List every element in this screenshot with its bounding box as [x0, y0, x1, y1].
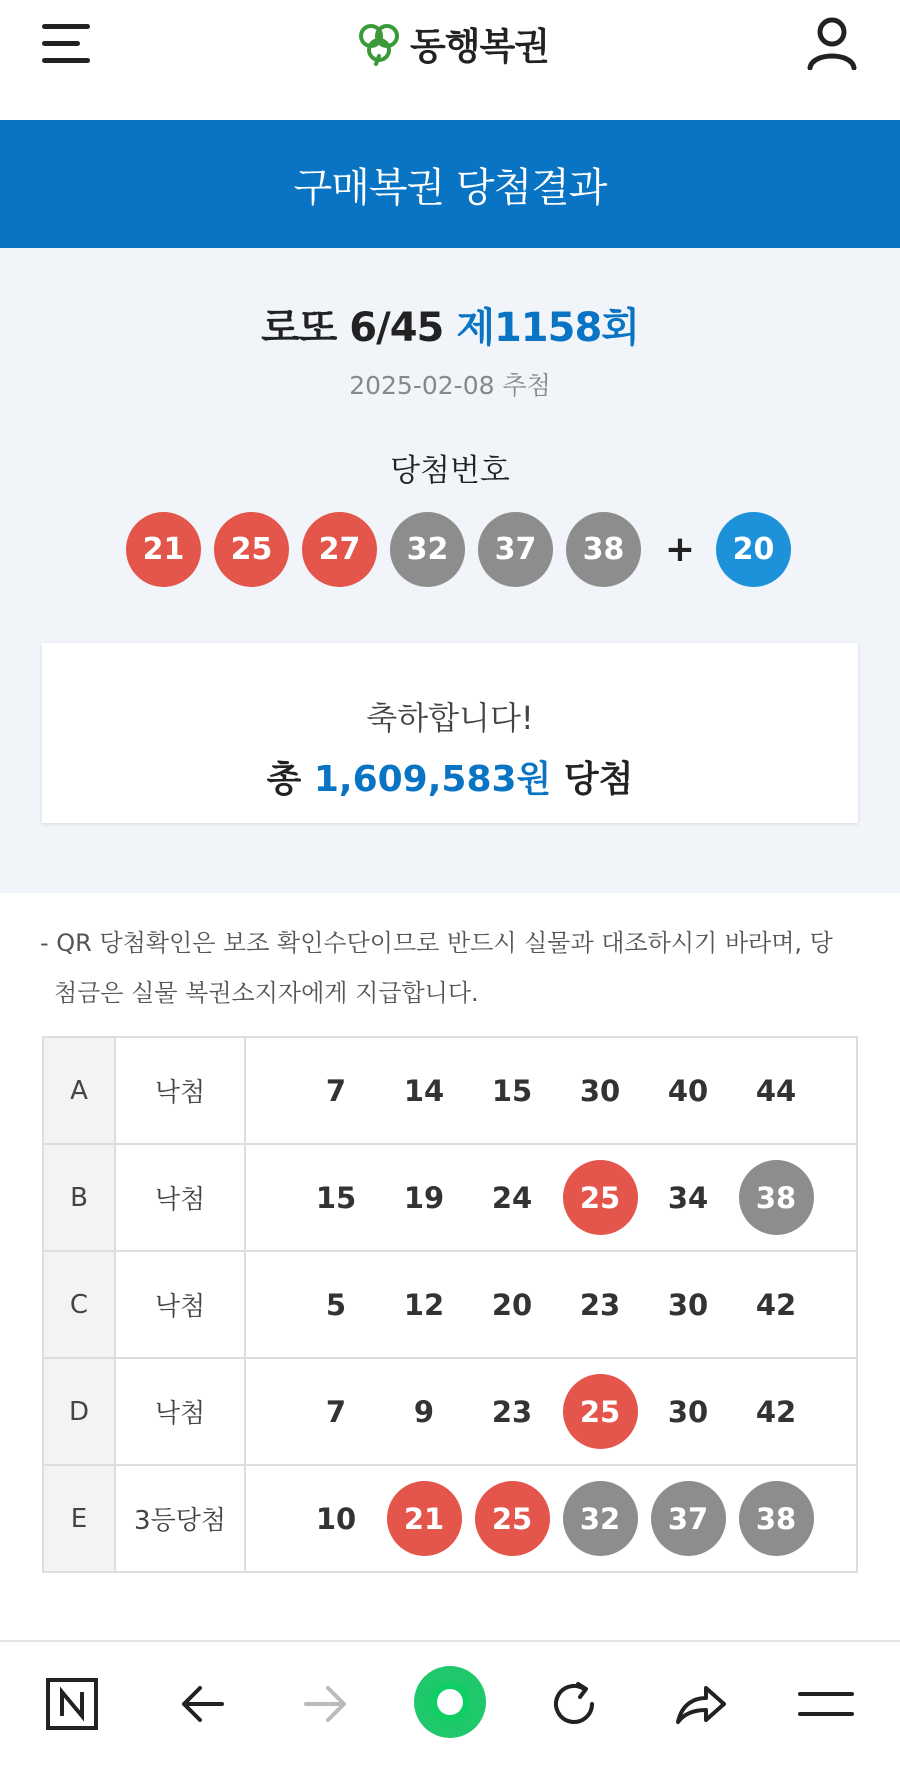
game-title [0, 296, 900, 353]
winning-number-ball: 21 [126, 512, 201, 587]
ticket-number-cell [556, 1160, 644, 1235]
winning-numbers [126, 512, 804, 587]
plus-sign: + [664, 529, 696, 570]
ticket-number: 10 [315, 1501, 357, 1536]
ticket-number: 15 [491, 1073, 533, 1108]
ticket-status: 3등당첨 [115, 1465, 245, 1572]
ticket-number-cell [380, 1481, 468, 1556]
total-prefix: 총 [266, 759, 302, 800]
notice-line: - QR 당첨확인은 보조 확인수단이므로 반드시 실물과 대조하시기 바라며, 당 [40, 929, 833, 957]
congratulations-text: 축하합니다! [366, 699, 534, 737]
ticket-number: 34 [667, 1180, 709, 1215]
matched-number-ball: 25 [563, 1374, 638, 1449]
ticket-number: 12 [403, 1287, 445, 1322]
ticket-row [43, 1037, 857, 1144]
winning-number-ball: 27 [302, 512, 377, 587]
site-logo[interactable] [356, 18, 549, 68]
ticket-number: 40 [667, 1073, 709, 1108]
ticket-row [43, 1144, 857, 1251]
ticket-number-cell [732, 1160, 820, 1235]
back-arrow-icon[interactable] [172, 1674, 232, 1734]
matched-number-ball: 25 [475, 1481, 550, 1556]
ticket-row [43, 1465, 857, 1572]
ticket-results-table [42, 1036, 858, 1573]
share-icon[interactable] [670, 1674, 730, 1734]
page-title-bar [0, 120, 900, 248]
ticket-number: 9 [413, 1394, 435, 1429]
ticket-number-cell [644, 1481, 732, 1556]
top-header [0, 0, 900, 120]
ticket-number: 23 [491, 1394, 533, 1429]
ticket-number: 30 [667, 1287, 709, 1322]
ticket-game-label: E [43, 1465, 115, 1572]
draw-result-section [0, 248, 900, 893]
ticket-numbers [245, 1037, 857, 1144]
ticket-numbers [245, 1358, 857, 1465]
ticket-number: 5 [325, 1287, 347, 1322]
ticket-numbers [245, 1465, 857, 1572]
ticket-game-label: C [43, 1251, 115, 1358]
ticket-status: 낙첨 [115, 1358, 245, 1465]
matched-number-ball: 37 [651, 1481, 726, 1556]
ticket-number: 14 [403, 1073, 445, 1108]
naver-home-icon[interactable] [42, 1674, 102, 1734]
ticket-game-label: D [43, 1358, 115, 1465]
ticket-number: 7 [325, 1073, 347, 1108]
ticket-number: 24 [491, 1180, 533, 1215]
matched-number-ball: 38 [739, 1160, 814, 1235]
ticket-number-cell [732, 1481, 820, 1556]
qr-notice [40, 918, 862, 1018]
winning-number-ball: 32 [390, 512, 465, 587]
matched-number-ball: 32 [563, 1481, 638, 1556]
ticket-number: 19 [403, 1180, 445, 1215]
ticket-number: 23 [579, 1287, 621, 1322]
clover-logo-icon [356, 20, 402, 66]
browser-bottom-bar [0, 1640, 900, 1765]
ticket-row [43, 1251, 857, 1358]
winning-number-ball: 25 [214, 512, 289, 587]
winning-number-ball: 37 [478, 512, 553, 587]
user-icon[interactable] [804, 14, 860, 70]
draw-round: 제1158회 [456, 305, 639, 351]
game-name: 로또 6/45 [261, 305, 444, 351]
draw-date: 2025-02-08 추첨 [349, 371, 551, 400]
ticket-status: 낙첨 [115, 1251, 245, 1358]
ticket-numbers [245, 1144, 857, 1251]
ticket-number: 42 [755, 1287, 797, 1322]
notice-line: 첨금은 실물 복권소지자에게 지급합니다. [54, 979, 479, 1007]
ticket-number-cell [556, 1481, 644, 1556]
winning-numbers-label: 당첨번호 [390, 453, 510, 489]
matched-number-ball: 38 [739, 1481, 814, 1556]
page-title: 구매복권 당첨결과 [293, 164, 607, 211]
winning-number-ball: 38 [566, 512, 641, 587]
ticket-number: 30 [579, 1073, 621, 1108]
ticket-status: 낙첨 [115, 1144, 245, 1251]
matched-number-ball: 21 [387, 1481, 462, 1556]
ticket-number: 30 [667, 1394, 709, 1429]
ticket-game-label: A [43, 1037, 115, 1144]
ticket-number: 44 [755, 1073, 797, 1108]
total-winnings [42, 751, 858, 802]
forward-arrow-icon[interactable] [296, 1674, 356, 1734]
ticket-row [43, 1358, 857, 1465]
total-suffix: 당첨 [563, 759, 634, 800]
bonus-number-ball: 20 [716, 512, 791, 587]
ticket-number: 7 [325, 1394, 347, 1429]
ticket-status: 낙첨 [115, 1037, 245, 1144]
winning-amount: 1,609,583원 [313, 759, 552, 800]
ticket-number: 15 [315, 1180, 357, 1215]
refresh-icon[interactable] [544, 1674, 604, 1734]
logo-text: 동행복권 [410, 25, 549, 68]
congratulations-card [42, 643, 858, 823]
hamburger-menu-icon[interactable] [42, 22, 92, 66]
matched-number-ball: 25 [563, 1160, 638, 1235]
green-dot-icon[interactable] [412, 1664, 488, 1740]
ticket-numbers [245, 1251, 857, 1358]
menu-icon[interactable] [796, 1674, 856, 1734]
ticket-number: 42 [755, 1394, 797, 1429]
ticket-game-label: B [43, 1144, 115, 1251]
ticket-number: 20 [491, 1287, 533, 1322]
ticket-number-cell [556, 1374, 644, 1449]
ticket-number-cell [468, 1481, 556, 1556]
